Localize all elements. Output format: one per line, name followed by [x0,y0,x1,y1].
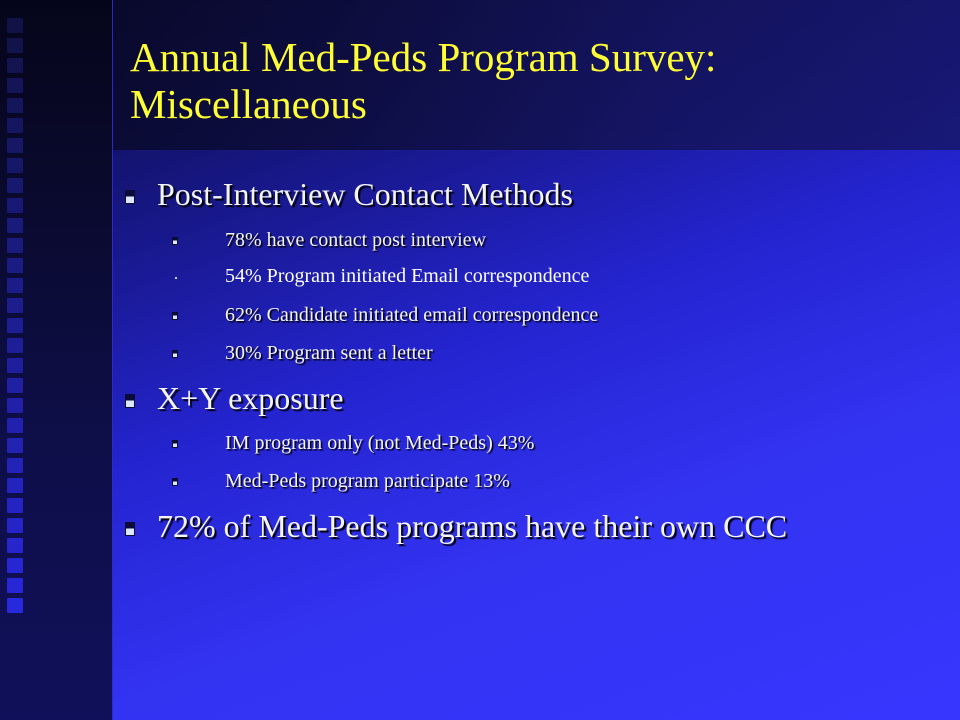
sub-bullet-item [125,304,598,327]
decorative-square [7,238,23,253]
sub-bullet-icon [172,312,178,320]
sub-bullet-icon [172,440,178,448]
decorative-square [7,18,23,33]
decorative-square [7,258,23,273]
sub-bullet-text: 62% Candidate initiated email correspondence [225,304,599,326]
bullet-item-ccc [125,508,787,545]
sub-bullet-item [125,432,534,455]
decorative-square [7,78,23,93]
decorative-square [7,138,23,153]
slide-title-line-2: Miscellaneous [130,81,367,127]
decorative-square [7,318,23,333]
bullet-icon [125,190,135,204]
decorative-square [7,438,23,453]
sub-bullet-dot-icon [175,277,177,279]
bullet-item-post-interview [125,176,573,213]
sub-bullet-text: IM program only (not Med-Peds) 43% [225,432,535,454]
bullet-item-xy-exposure [125,380,344,417]
decorative-square [7,378,23,393]
bullet-text: 72% of Med-Peds programs have their own CCC [157,508,788,544]
sub-bullet-text: Med-Peds program participate 13% [225,470,510,492]
decorative-square [7,98,23,113]
sub-bullet-item [125,229,486,252]
decorative-square [7,158,23,173]
sub-bullet-icon [172,350,178,358]
left-decorative-strip [0,0,113,720]
decorative-square [7,578,23,593]
decorative-square [7,38,23,53]
bullet-text: Post-Interview Contact Methods [157,176,573,212]
sub-bullet-icon [172,478,178,486]
decorative-square [7,338,23,353]
decorative-square [7,538,23,553]
bullet-icon [125,522,135,536]
decorative-square [7,498,23,513]
sub-bullet-item [125,470,510,493]
bullet-icon [125,394,135,408]
decorative-square [7,458,23,473]
bullet-text: X+Y exposure [157,380,344,416]
decorative-square [7,198,23,213]
sub-bullet-text: 54% Program initiated Email correspondence [225,265,590,287]
decorative-square [7,178,23,193]
sub-bullet-text: 78% have contact post interview [225,229,487,251]
decorative-square [7,478,23,493]
decorative-square [7,298,23,313]
decorative-square [7,518,23,533]
decorative-square [7,558,23,573]
decorative-square [7,218,23,233]
slide-title-line-1: Annual Med-Peds Program Survey: [130,34,717,80]
decorative-squares [7,18,25,718]
sub-bullet-text: 30% Program sent a letter [225,342,433,364]
decorative-square [7,278,23,293]
decorative-square [7,118,23,133]
decorative-square [7,58,23,73]
decorative-square [7,358,23,373]
decorative-square [7,398,23,413]
sub-bullet-item [125,265,589,288]
sub-bullet-item [125,342,433,365]
sub-bullet-icon [172,237,178,245]
decorative-square [7,418,23,433]
slide-title [130,34,930,128]
decorative-square [7,598,23,613]
